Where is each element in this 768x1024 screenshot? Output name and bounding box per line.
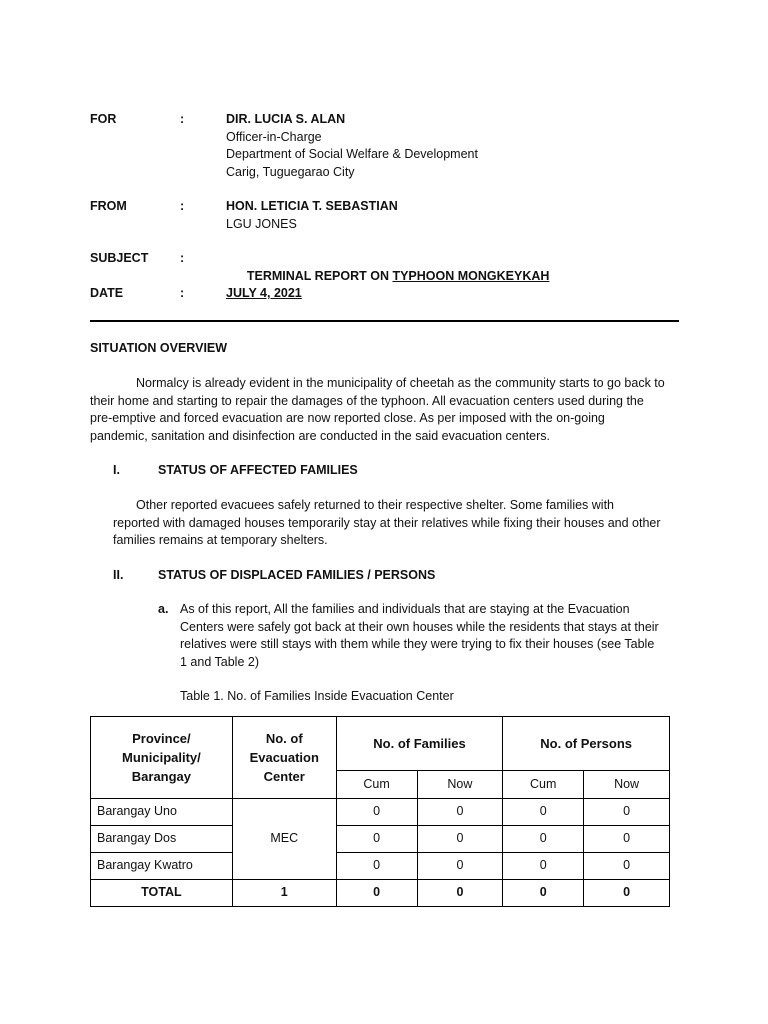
total-persons-cum-cell: 0 [503, 880, 584, 907]
persons-header: No. of Persons [503, 717, 670, 771]
total-persons-now-cell: 0 [584, 880, 670, 907]
situation-line: Normalcy is already evident in the municipality of cheetah as the community starts to go back to [136, 376, 665, 390]
memo-subject-block [90, 250, 690, 283]
from-colon: : [180, 199, 185, 213]
date-value: JULY 4, 2021 [226, 286, 302, 300]
section2-number: II. [113, 568, 124, 582]
families-cum-cell: 0 [336, 853, 417, 880]
persons-cum-header: Cum [503, 771, 584, 799]
subject-label: SUBJECT [90, 251, 149, 265]
item-a-line: relatives were still stays with them while they were trying to fix their houses (see Table [180, 637, 655, 651]
table-header-row [91, 717, 670, 771]
location-header: Province/ Municipality/ Barangay [91, 717, 233, 799]
table-row [91, 853, 670, 880]
barangay-cell: Barangay Uno [91, 799, 233, 826]
situation-line: pre-emptive and forced evacuation are now reported close. As per imposed with the on-going [90, 411, 605, 425]
item-a-paragraph [180, 601, 680, 671]
memo-date-block [90, 285, 690, 303]
memo-for-block [90, 111, 690, 181]
families-cum-cell: 0 [336, 826, 417, 853]
persons-cum-cell: 0 [503, 853, 584, 880]
recipient-department: Department of Social Welfare & Development [226, 147, 478, 161]
persons-now-cell: 0 [584, 853, 670, 880]
memo-from-block [90, 198, 690, 234]
item-a-marker: a. [158, 602, 169, 616]
for-label: FOR [90, 112, 117, 126]
total-label-cell: TOTAL [91, 880, 233, 907]
families-cum-header: Cum [336, 771, 417, 799]
header-divider [90, 320, 679, 322]
recipient-address: Carig, Tuguegarao City [226, 164, 355, 179]
families-cum-cell: 0 [336, 799, 417, 826]
barangay-cell: Barangay Dos [91, 826, 233, 853]
persons-cum-cell: 0 [503, 826, 584, 853]
persons-cum-cell: 0 [503, 799, 584, 826]
section1-paragraph [113, 497, 678, 550]
families-now-cell: 0 [417, 826, 503, 853]
families-header: No. of Families [336, 717, 503, 771]
section1-number: I. [113, 463, 120, 477]
center-name-cell: MEC [232, 799, 336, 880]
subject-prefix: TERMINAL REPORT ON [246, 268, 393, 283]
families-now-cell: 0 [417, 853, 503, 880]
situation-line: their home and starting to repair the damages of the typhoon. All evacuation centers used during the [90, 393, 644, 408]
total-centers-cell: 1 [232, 880, 336, 907]
table1-caption: Table 1. No. of Families Inside Evacuation Center [180, 689, 454, 703]
center-header: No. of Evacuation Center [232, 717, 336, 799]
sender-org: LGU JONES [226, 216, 297, 231]
table-total-row [91, 880, 670, 907]
date-label: DATE [90, 286, 124, 300]
evacuation-table [90, 716, 670, 907]
total-families-now-cell: 0 [417, 880, 503, 907]
situation-line: pandemic, sanitation and disinfection are conducted in the said evacuation centers. [90, 428, 551, 443]
situation-heading: SITUATION OVERVIEW [90, 341, 228, 355]
section1-line: Other reported evacuees safely returned to their respective shelter. Some families with [136, 498, 615, 512]
sender-name: HON. LETICIA T. SEBASTIAN [226, 199, 398, 213]
families-now-cell: 0 [417, 799, 503, 826]
item-a-line: As of this report, All the families and individuals that are staying at the Evacuation [180, 602, 630, 616]
date-colon: : [180, 286, 185, 300]
total-families-cum-cell: 0 [336, 880, 417, 907]
table-row [91, 799, 670, 826]
section1-heading: STATUS OF AFFECTED FAMILIES [158, 463, 358, 477]
persons-now-header: Now [584, 771, 670, 799]
item-a-line: Centers were safely got back at their own houses while the residents that stays at their [180, 619, 659, 634]
from-label: FROM [90, 199, 127, 213]
subject-event: TYPHOON MONGKEYKAH [392, 268, 550, 283]
section1-line: reported with damaged houses temporarily stay at their relatives while fixing their houses and other [113, 515, 661, 530]
for-colon: : [180, 112, 185, 126]
families-now-header: Now [417, 771, 503, 799]
table-row [91, 826, 670, 853]
barangay-cell: Barangay Kwatro [91, 853, 233, 880]
persons-now-cell: 0 [584, 799, 670, 826]
situation-paragraph [90, 375, 678, 445]
recipient-name: DIR. LUCIA S. ALAN [226, 112, 346, 126]
section1-line: families remains at temporary shelters. [113, 533, 328, 547]
subject-colon: : [180, 251, 185, 265]
item-a-line: 1 and Table 2) [180, 654, 259, 669]
persons-now-cell: 0 [584, 826, 670, 853]
section2-heading: STATUS OF DISPLACED FAMILIES / PERSONS [158, 568, 436, 582]
recipient-title: Officer-in-Charge [226, 129, 322, 144]
